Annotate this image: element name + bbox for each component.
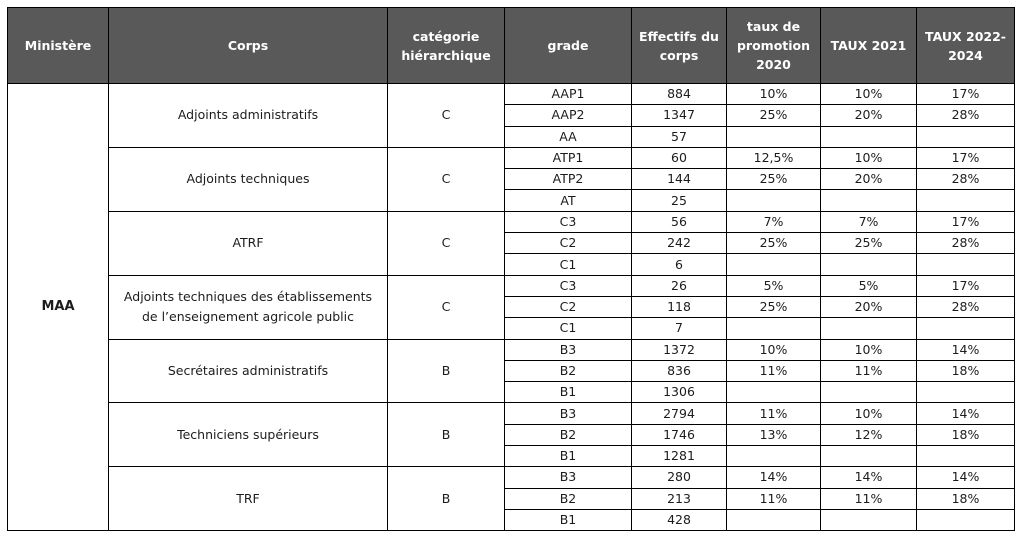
header-categorie: catégorie hiérarchique — [388, 8, 505, 84]
header-taux-2021: TAUX 2021 — [821, 8, 917, 84]
table-row — [8, 467, 1015, 488]
cell-effectifs: 884 — [632, 84, 727, 105]
cell-t2021 — [821, 382, 917, 403]
cell-effectifs: 836 — [632, 360, 727, 381]
cell-t2022: 28% — [917, 296, 1015, 317]
cell-grade: B3 — [505, 339, 632, 360]
cell-t2021 — [821, 126, 917, 147]
cell-t2021 — [821, 190, 917, 211]
cell-effectifs: 6 — [632, 254, 727, 275]
promotion-rates-table — [7, 7, 1015, 531]
header-corps: Corps — [109, 8, 388, 84]
cell-t2022 — [917, 318, 1015, 339]
cell-t2020: 12,5% — [727, 147, 821, 168]
cell-t2020: 25% — [727, 233, 821, 254]
cell-grade: B1 — [505, 509, 632, 530]
cell-t2021: 10% — [821, 147, 917, 168]
cell-t2020 — [727, 318, 821, 339]
cell-grade: C3 — [505, 275, 632, 296]
cell-t2021: 7% — [821, 211, 917, 232]
cell-grade: B3 — [505, 467, 632, 488]
cell-grade: C2 — [505, 296, 632, 317]
cell-grade: B1 — [505, 382, 632, 403]
cell-t2022: 28% — [917, 169, 1015, 190]
cell-corps: TRF — [109, 467, 388, 531]
cell-categorie: C — [388, 147, 505, 211]
cell-effectifs: 1372 — [632, 339, 727, 360]
cell-t2022: 17% — [917, 84, 1015, 105]
cell-t2021 — [821, 509, 917, 530]
header-taux-2020: taux de promotion 2020 — [727, 8, 821, 84]
cell-grade: AAP2 — [505, 105, 632, 126]
cell-t2022 — [917, 382, 1015, 403]
cell-grade: B2 — [505, 360, 632, 381]
cell-categorie: C — [388, 211, 505, 275]
cell-t2020: 5% — [727, 275, 821, 296]
cell-t2020: 13% — [727, 424, 821, 445]
cell-grade: AT — [505, 190, 632, 211]
cell-t2020: 11% — [727, 488, 821, 509]
cell-grade: AA — [505, 126, 632, 147]
table-row — [8, 211, 1015, 232]
cell-t2022 — [917, 190, 1015, 211]
cell-t2021 — [821, 318, 917, 339]
cell-t2020: 11% — [727, 403, 821, 424]
cell-grade: ATP2 — [505, 169, 632, 190]
cell-t2020 — [727, 254, 821, 275]
cell-t2022: 28% — [917, 233, 1015, 254]
cell-t2020 — [727, 509, 821, 530]
table-row — [8, 275, 1015, 296]
cell-effectifs: 7 — [632, 318, 727, 339]
cell-grade: C1 — [505, 318, 632, 339]
cell-t2021: 12% — [821, 424, 917, 445]
cell-corps: ATRF — [109, 211, 388, 275]
cell-effectifs: 56 — [632, 211, 727, 232]
cell-grade: B2 — [505, 424, 632, 445]
cell-grade: C2 — [505, 233, 632, 254]
cell-corps: Adjoints techniques des établissements de l’enseignement agricole public — [109, 275, 388, 339]
cell-t2020 — [727, 446, 821, 467]
cell-grade: AAP1 — [505, 84, 632, 105]
header-ministere: Ministère — [8, 8, 109, 84]
cell-t2020: 25% — [727, 169, 821, 190]
cell-categorie: B — [388, 403, 505, 467]
cell-effectifs: 1281 — [632, 446, 727, 467]
table-row — [8, 339, 1015, 360]
cell-t2022: 17% — [917, 147, 1015, 168]
header-effectifs: Effectifs du corps — [632, 8, 727, 84]
table-row — [8, 84, 1015, 105]
cell-corps: Techniciens supérieurs — [109, 403, 388, 467]
cell-corps: Adjoints techniques — [109, 147, 388, 211]
header-row — [8, 8, 1015, 84]
cell-effectifs: 213 — [632, 488, 727, 509]
cell-corps: Adjoints administratifs — [109, 84, 388, 148]
header-grade: grade — [505, 8, 632, 84]
cell-t2020: 11% — [727, 360, 821, 381]
cell-t2020: 10% — [727, 339, 821, 360]
cell-effectifs: 57 — [632, 126, 727, 147]
cell-grade: C1 — [505, 254, 632, 275]
cell-t2020: 10% — [727, 84, 821, 105]
header-taux-2022-2024: TAUX 2022- 2024 — [917, 8, 1015, 84]
cell-effectifs: 280 — [632, 467, 727, 488]
cell-effectifs: 144 — [632, 169, 727, 190]
table-body — [8, 84, 1015, 531]
promotion-rates-table-container — [7, 7, 1015, 531]
cell-categorie: B — [388, 339, 505, 403]
cell-t2021 — [821, 254, 917, 275]
cell-t2022: 14% — [917, 339, 1015, 360]
cell-effectifs: 1306 — [632, 382, 727, 403]
cell-corps: Secrétaires administratifs — [109, 339, 388, 403]
cell-t2020 — [727, 190, 821, 211]
cell-grade: B1 — [505, 446, 632, 467]
cell-t2022: 17% — [917, 275, 1015, 296]
cell-t2022 — [917, 126, 1015, 147]
cell-grade: B2 — [505, 488, 632, 509]
cell-t2022 — [917, 446, 1015, 467]
cell-t2020 — [727, 126, 821, 147]
cell-t2021: 10% — [821, 84, 917, 105]
cell-t2021: 14% — [821, 467, 917, 488]
cell-grade: B3 — [505, 403, 632, 424]
cell-t2022: 14% — [917, 403, 1015, 424]
cell-categorie: C — [388, 84, 505, 148]
cell-t2020: 14% — [727, 467, 821, 488]
cell-t2022: 28% — [917, 105, 1015, 126]
cell-t2021: 25% — [821, 233, 917, 254]
cell-grade: C3 — [505, 211, 632, 232]
cell-effectifs: 428 — [632, 509, 727, 530]
cell-ministere: MAA — [8, 84, 109, 531]
cell-effectifs: 26 — [632, 275, 727, 296]
table-row — [8, 403, 1015, 424]
cell-t2022: 18% — [917, 488, 1015, 509]
cell-effectifs: 1347 — [632, 105, 727, 126]
cell-t2021: 20% — [821, 296, 917, 317]
cell-t2022: 18% — [917, 424, 1015, 445]
cell-t2021: 11% — [821, 360, 917, 381]
cell-effectifs: 1746 — [632, 424, 727, 445]
cell-t2020: 25% — [727, 296, 821, 317]
cell-effectifs: 242 — [632, 233, 727, 254]
cell-categorie: B — [388, 467, 505, 531]
cell-t2021: 5% — [821, 275, 917, 296]
cell-effectifs: 2794 — [632, 403, 727, 424]
cell-t2021: 11% — [821, 488, 917, 509]
cell-t2022 — [917, 509, 1015, 530]
cell-t2021: 10% — [821, 339, 917, 360]
cell-t2021 — [821, 446, 917, 467]
cell-t2022: 18% — [917, 360, 1015, 381]
cell-t2020: 25% — [727, 105, 821, 126]
cell-effectifs: 25 — [632, 190, 727, 211]
cell-effectifs: 60 — [632, 147, 727, 168]
cell-t2021: 20% — [821, 169, 917, 190]
cell-grade: ATP1 — [505, 147, 632, 168]
cell-effectifs: 118 — [632, 296, 727, 317]
table-row — [8, 147, 1015, 168]
cell-t2021: 10% — [821, 403, 917, 424]
cell-t2022: 17% — [917, 211, 1015, 232]
cell-t2020: 7% — [727, 211, 821, 232]
cell-t2022 — [917, 254, 1015, 275]
cell-categorie: C — [388, 275, 505, 339]
cell-t2020 — [727, 382, 821, 403]
cell-t2021: 20% — [821, 105, 917, 126]
cell-t2022: 14% — [917, 467, 1015, 488]
